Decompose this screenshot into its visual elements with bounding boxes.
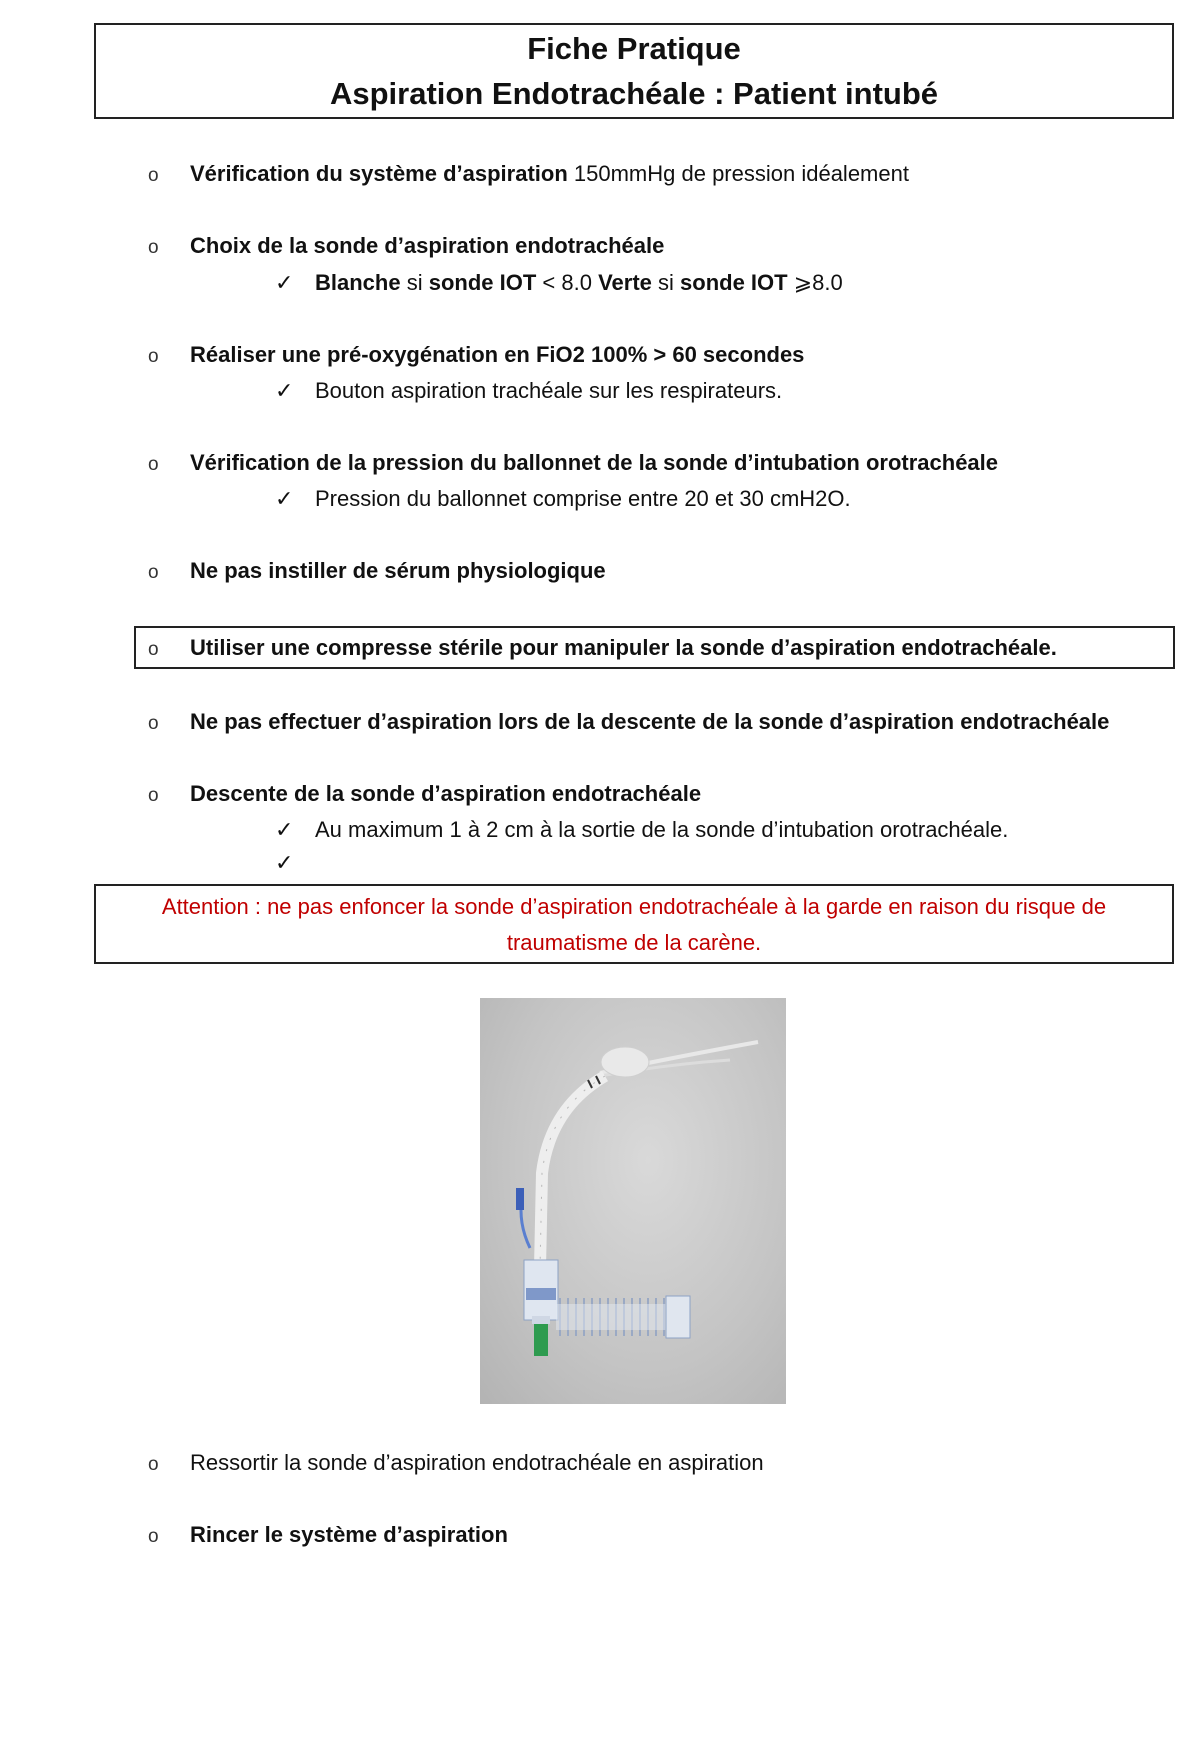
document-subtitle: Aspiration Endotrachéale : Patient intubé: [329, 76, 939, 111]
endotracheal-tube-photo: [480, 998, 786, 1404]
list-item-descent: o Descente de la sonde d’aspiration endotrachéale: [148, 779, 701, 811]
check-descent: ✓ Au maximum 1 à 2 cm à la sortie de la sonde d’intubation orotrachéale.: [275, 815, 1008, 845]
bullet-icon: o: [148, 454, 159, 475]
list-item-cuff-pressure: o Vérification de la pression du ballonnet de la sonde d’intubation orotrachéale: [148, 448, 998, 480]
bullet-icon: o: [148, 713, 159, 734]
check-icon: ✓: [275, 270, 294, 295]
list-item-sterile-compress: o Utiliser une compresse stérile pour manipuler la sonde d’aspiration endotrachéale.: [148, 633, 1057, 665]
check-cuff-pressure: ✓ Pression du ballonnet comprise entre 20 et 30 cmH2O.: [275, 484, 851, 514]
bullet-icon: o: [148, 1454, 159, 1475]
list-item-no-aspiration-descent: o Ne pas effectuer d’aspiration lors de la descente de la sonde d’aspiration endotrachéale: [148, 707, 1109, 739]
check-probe-choice: ✓ Blanche si sonde IOT < 8.0 Verte si sonde IOT ⩾8.0: [275, 268, 843, 298]
check-empty: [275, 848, 315, 878]
check-icon: ✓: [275, 817, 294, 842]
highlighted-item-box: [134, 626, 1175, 669]
bullet-icon: o: [148, 346, 159, 367]
bullet-icon: o: [148, 165, 159, 186]
list-item-probe-choice: o Choix de la sonde d’aspiration endotrachéale: [148, 231, 664, 263]
attention-line-1: Attention : ne pas enfoncer la sonde d’aspiration endotrachéale à la garde en raison du risque de: [161, 894, 1107, 919]
attention-warning-box: [94, 884, 1174, 964]
bullet-icon: o: [148, 785, 159, 806]
document-title: Fiche Pratique: [527, 31, 741, 66]
list-item-suction-check: o Vérification du système d’aspiration 150mmHg de pression idéalement: [148, 159, 909, 191]
list-item-withdraw: o Ressortir la sonde d’aspiration endotrachéale en aspiration: [148, 1448, 764, 1480]
endotracheal-tube-illustration: [480, 998, 786, 1404]
bullet-icon: o: [148, 237, 159, 258]
check-icon: ✓: [275, 486, 294, 511]
check-preoxygenation: ✓ Bouton aspiration trachéale sur les respirateurs.: [275, 376, 782, 406]
bullet-icon: o: [148, 562, 159, 583]
list-item-rinse: o Rincer le système d’aspiration: [148, 1520, 508, 1552]
list-item-no-saline: o Ne pas instiller de sérum physiologique: [148, 556, 606, 588]
bullet-icon: o: [148, 639, 159, 660]
bullet-icon: o: [148, 1526, 159, 1547]
list-item-preoxygenation: o Réaliser une pré-oxygénation en FiO2 100% > 60 secondes: [148, 340, 804, 372]
check-icon: ✓: [275, 378, 294, 403]
check-icon: ✓: [275, 850, 294, 875]
title-box: [94, 23, 1174, 119]
attention-line-2: traumatisme de la carène.: [506, 930, 762, 955]
